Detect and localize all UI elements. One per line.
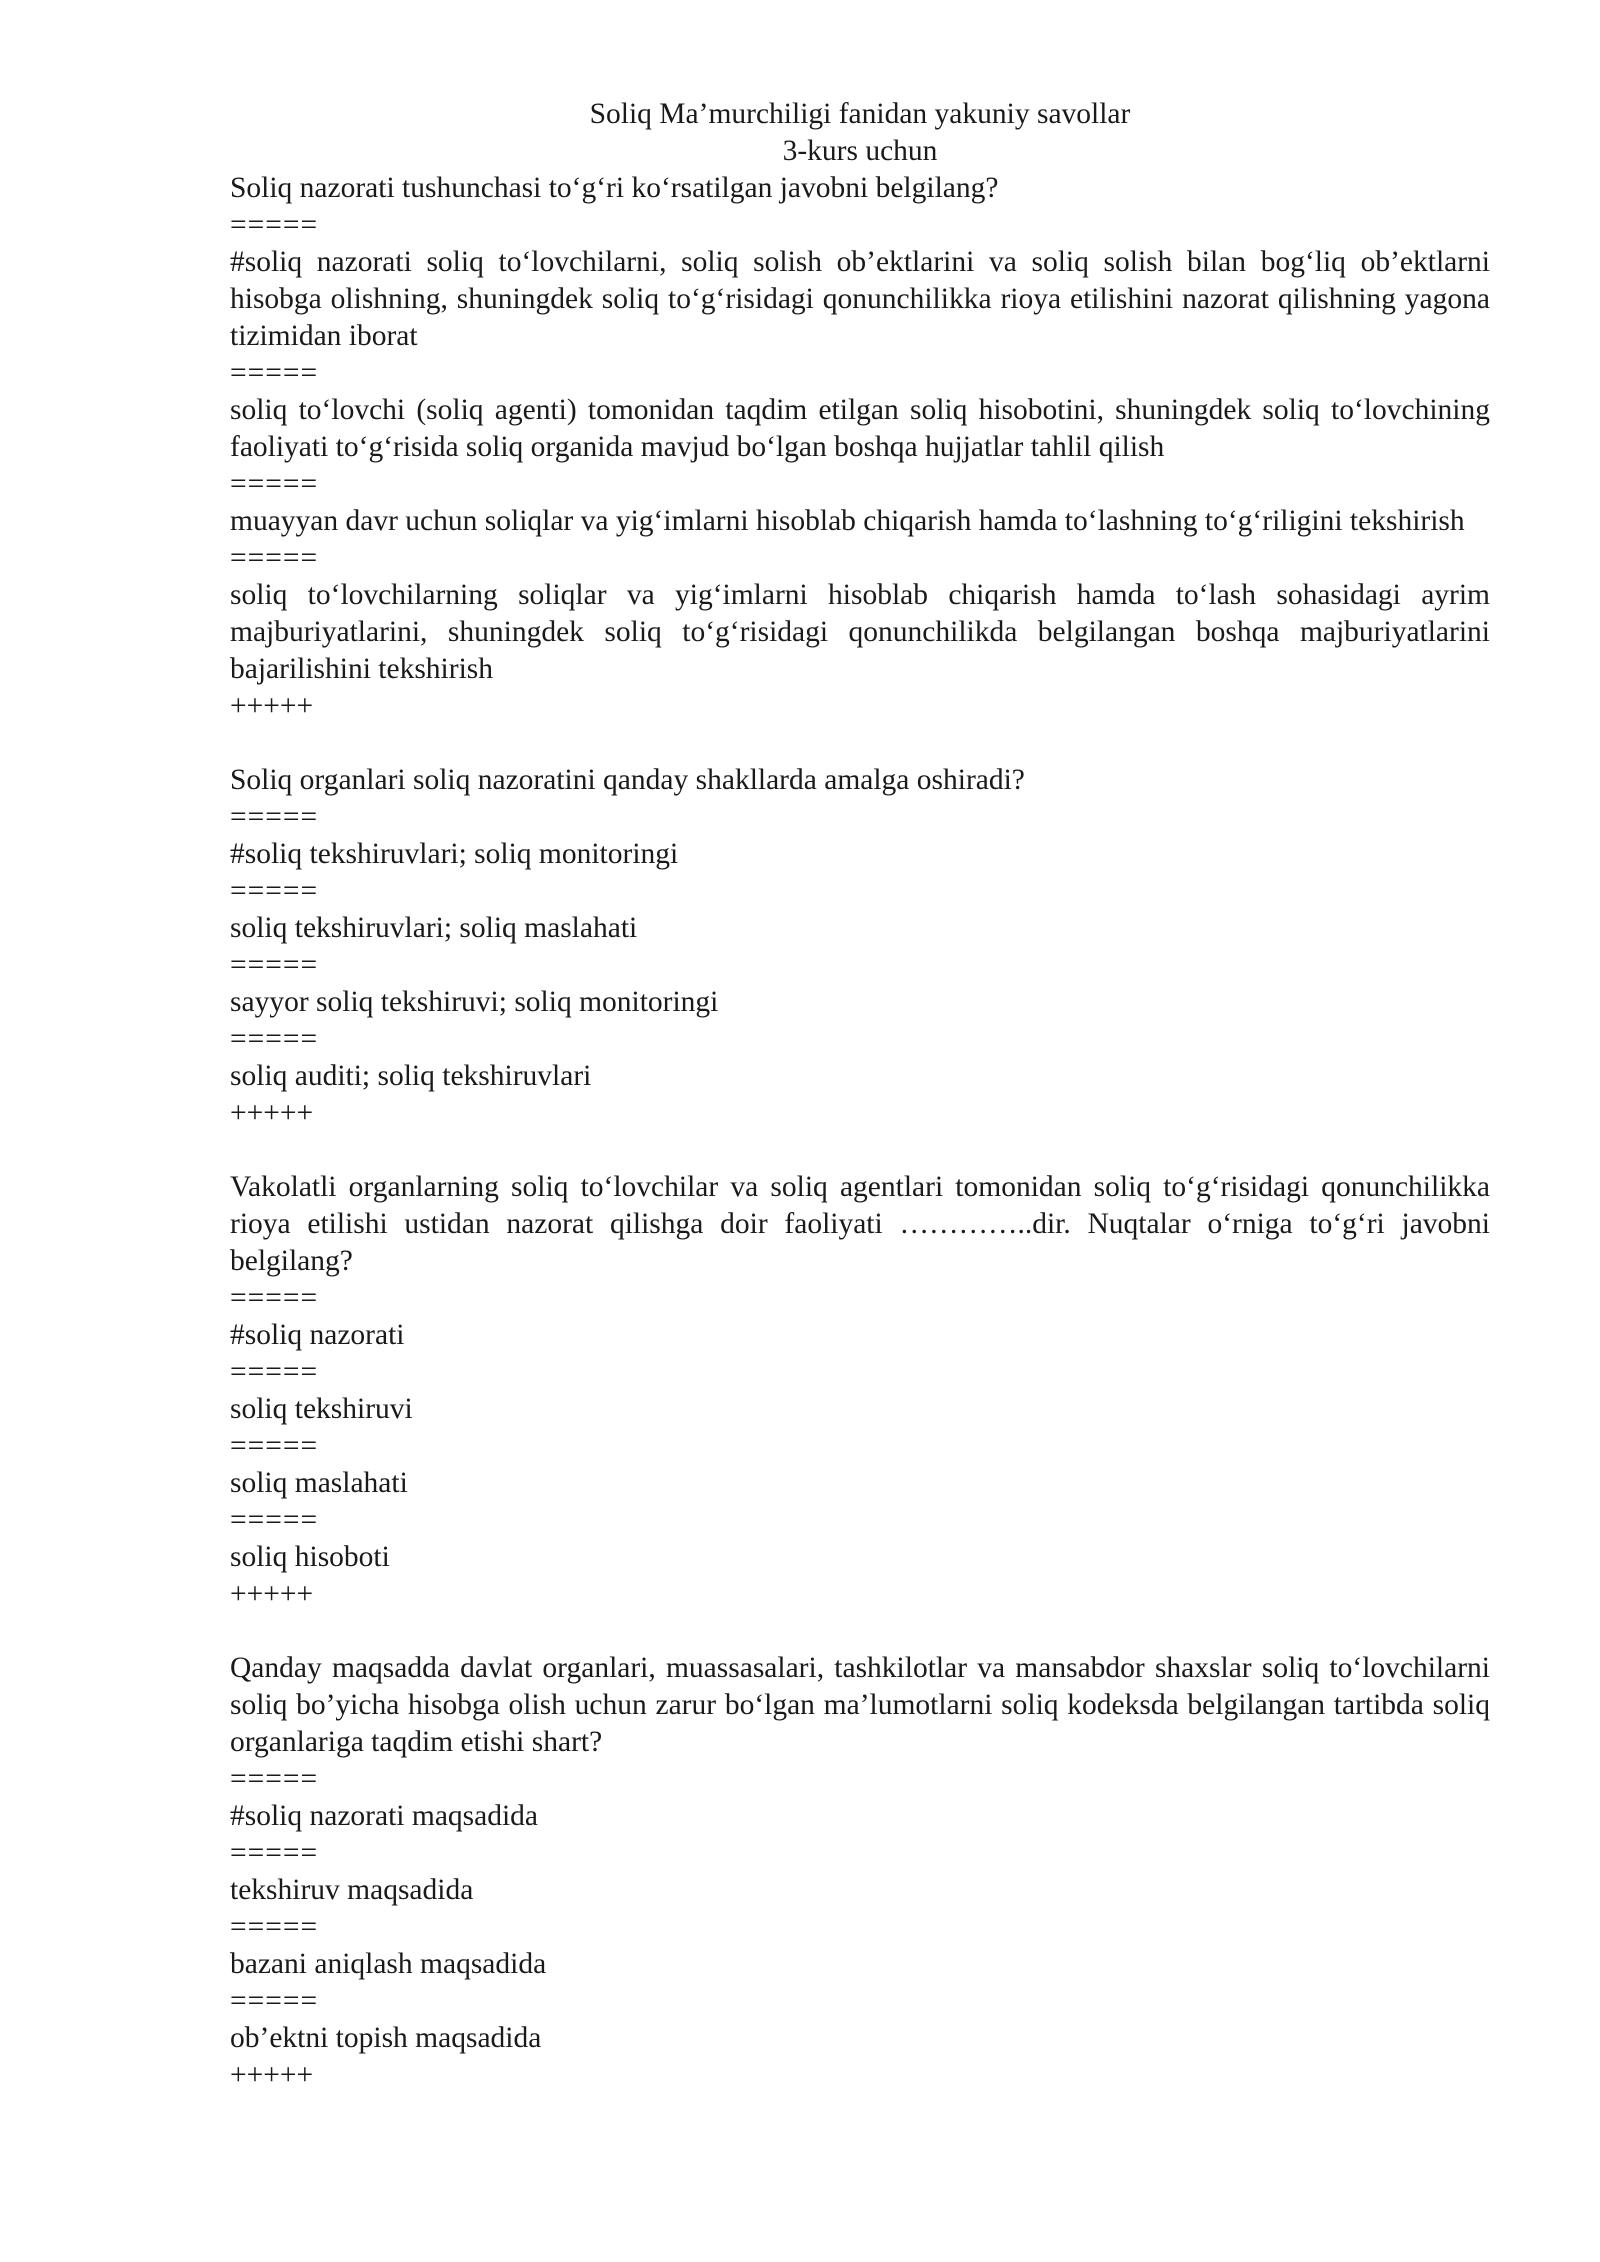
end-marker: +++++ [230,1578,314,1610]
answer-option: tekshiruv maqsadida [230,1874,474,1906]
answer-option: soliq hisoboti [230,1541,390,1573]
end-marker: +++++ [230,2059,314,2091]
separator: ===== [230,542,319,574]
answer-option: muayyan davr uchun soliqlar va yig‘imlarni hisoblab chiqarish hamda to‘lashning to‘g‘riligini tekshirish [230,505,1465,537]
end-marker: +++++ [230,690,314,722]
separator: ===== [230,1023,319,1055]
separator: ===== [230,1356,319,1388]
separator: ===== [230,1763,319,1795]
separator: ===== [230,1282,319,1314]
separator: ===== [230,875,319,907]
separator: ===== [230,801,319,833]
answer-option: soliq to‘lovchi (soliq agenti) tomonidan taqdim etilgan soliq hisobotini, shuningdek soliq to‘lovchining faoliyati to‘g‘risida soliq organida mavjud bo‘lgan boshqa hujjatlar tahlil qilish [230,394,1490,463]
document-subtitle: 3-kurs uchun [782,135,938,167]
question-block [230,762,1490,1132]
answer-option: ob’ektni topish maqsadida [230,2022,542,2054]
separator: ===== [230,1911,319,1943]
answer-option: soliq to‘lovchilarning soliqlar va yig‘imlarni hisoblab chiqarish hamda to‘lash sohasidagi ayrim majburiyatlarini, shuningdek soliq to‘g‘risidagi qonunchilikda belgilangan boshqa majburiyatlarini bajarilishini tekshirish [230,579,1490,685]
separator: ===== [230,468,319,500]
question-block [230,1650,1490,2094]
question-block [230,170,1490,725]
document-page [230,96,1490,2094]
separator: ===== [230,949,319,981]
separator: ===== [230,1837,319,1869]
separator: ===== [230,357,319,389]
answer-option: soliq tekshiruvi [230,1393,413,1425]
answer-option: soliq maslahati [230,1467,408,1499]
question-text: Soliq organlari soliq nazoratini qanday shakllarda amalga oshiradi? [230,764,1025,796]
answer-option: #soliq nazorati [230,1319,405,1351]
answer-option: soliq tekshiruvlari; soliq maslahati [230,912,638,944]
separator: ===== [230,1985,319,2017]
separator: ===== [230,209,319,241]
answer-option: soliq auditi; soliq tekshiruvlari [230,1060,592,1092]
answer-option: bazani aniqlash maqsadida [230,1948,547,1980]
question-text: Vakolatli organlarning soliq to‘lovchilar va soliq agentlari tomonidan soliq to‘g‘risidagi qonunchilikka rioya etilishi ustidan nazorat qilishga doir faoliyati …………..dir. Nuqtalar o‘rniga to‘g‘ri javobni belgilang? [230,1171,1490,1277]
question-block [230,1169,1490,1613]
answer-option: #soliq tekshiruvlari; soliq monitoringi [230,838,679,870]
answer-option: #soliq nazorati maqsadida [230,1800,539,1832]
end-marker: +++++ [230,1097,314,1129]
separator: ===== [230,1430,319,1462]
separator: ===== [230,1504,319,1536]
answer-option: sayyor soliq tekshiruvi; soliq monitoringi [230,986,719,1018]
question-text: Soliq nazorati tushunchasi to‘g‘ri ko‘rsatilgan javobni belgilang? [230,172,999,204]
answer-option: #soliq nazorati soliq to‘lovchilarni, soliq solish ob’ektlarini va soliq solish bilan bog‘liq ob’ektlarni hisobga olishning, shuningdek soliq to‘g‘risidagi qonunchilikka rioya etilishini nazorat qilishning yagona tizimidan iborat [230,246,1490,352]
document-title: Soliq Ma’murchiligi fanidan yakuniy savollar [589,98,1131,130]
question-text: Qanday maqsadda davlat organlari, muassasalari, tashkilotlar va mansabdor shaxslar soliq to‘lovchilarni soliq bo’yicha hisobga olish uchun zarur bo‘lgan ma’lumotlarni soliq kodeksda belgilangan tartibda soliq organlariga taqdim etishi shart? [230,1652,1490,1758]
